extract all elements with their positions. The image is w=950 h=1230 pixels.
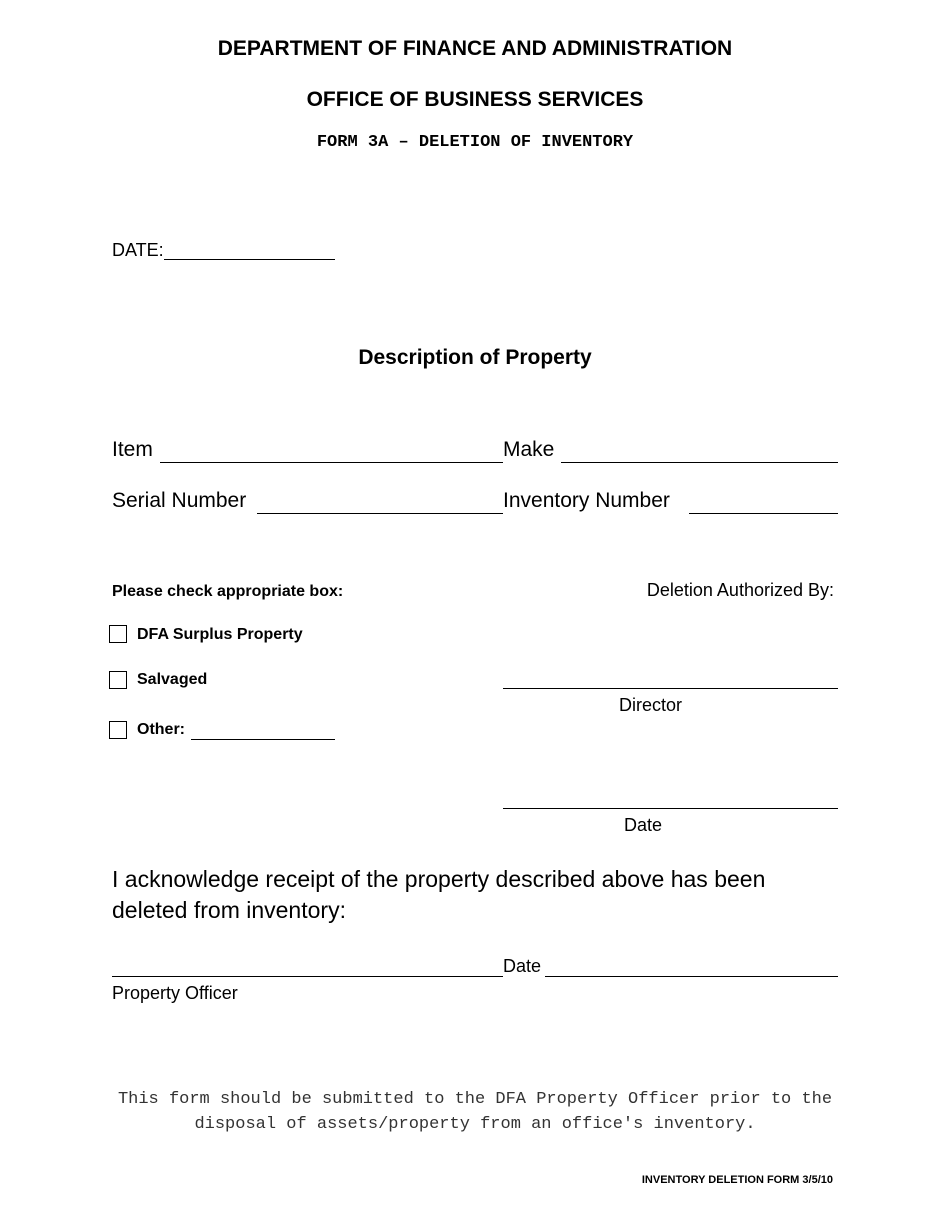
department-title: DEPARTMENT OF FINANCE AND ADMINISTRATION — [217, 37, 733, 60]
director-date-label: Date — [623, 815, 663, 835]
other-checkbox[interactable] — [109, 721, 127, 739]
other-input[interactable] — [191, 718, 335, 740]
date-input[interactable] — [164, 238, 335, 260]
check-instruction: Please check appropriate box: — [112, 583, 344, 600]
salvaged-checkbox[interactable] — [109, 671, 127, 689]
dfa-surplus-checkbox[interactable] — [109, 625, 127, 643]
make-input[interactable] — [561, 441, 838, 463]
acknowledgment-date-label: Date — [503, 956, 542, 976]
other-label: Other: — [137, 721, 185, 738]
inventory-number-input[interactable] — [689, 492, 838, 514]
director-label: Director — [618, 695, 682, 715]
serial-number-input[interactable] — [257, 492, 503, 514]
salvaged-label: Salvaged — [137, 671, 208, 688]
dfa-surplus-label: DFA Surplus Property — [137, 626, 303, 643]
director-signature-line[interactable] — [503, 688, 838, 689]
property-officer-label: Property Officer — [112, 983, 238, 1003]
date-label: DATE: — [112, 240, 164, 260]
office-title: OFFICE OF BUSINESS SERVICES — [306, 88, 644, 111]
acknowledgment-date-line[interactable] — [545, 976, 838, 977]
inventory-number-label: Inventory Number — [503, 489, 670, 512]
item-input[interactable] — [160, 441, 503, 463]
description-heading: Description of Property — [358, 346, 592, 369]
make-label: Make — [503, 438, 555, 461]
acknowledgment-text: I acknowledge receipt of the property described above has been deleted from inventory: — [112, 866, 766, 923]
form-id: INVENTORY DELETION FORM 3/5/10 — [641, 1174, 833, 1186]
submission-note: This form should be submitted to the DFA Property Officer prior to the disposal of assets/property from an office's inventory. — [117, 1090, 833, 1134]
form-title: FORM 3A – DELETION OF INVENTORY — [316, 133, 634, 152]
item-label: Item — [112, 438, 153, 461]
director-date-line[interactable] — [503, 808, 838, 809]
authorization-heading: Deletion Authorized By: — [646, 580, 834, 600]
serial-number-label: Serial Number — [112, 489, 247, 512]
property-officer-signature-line[interactable] — [112, 976, 503, 977]
